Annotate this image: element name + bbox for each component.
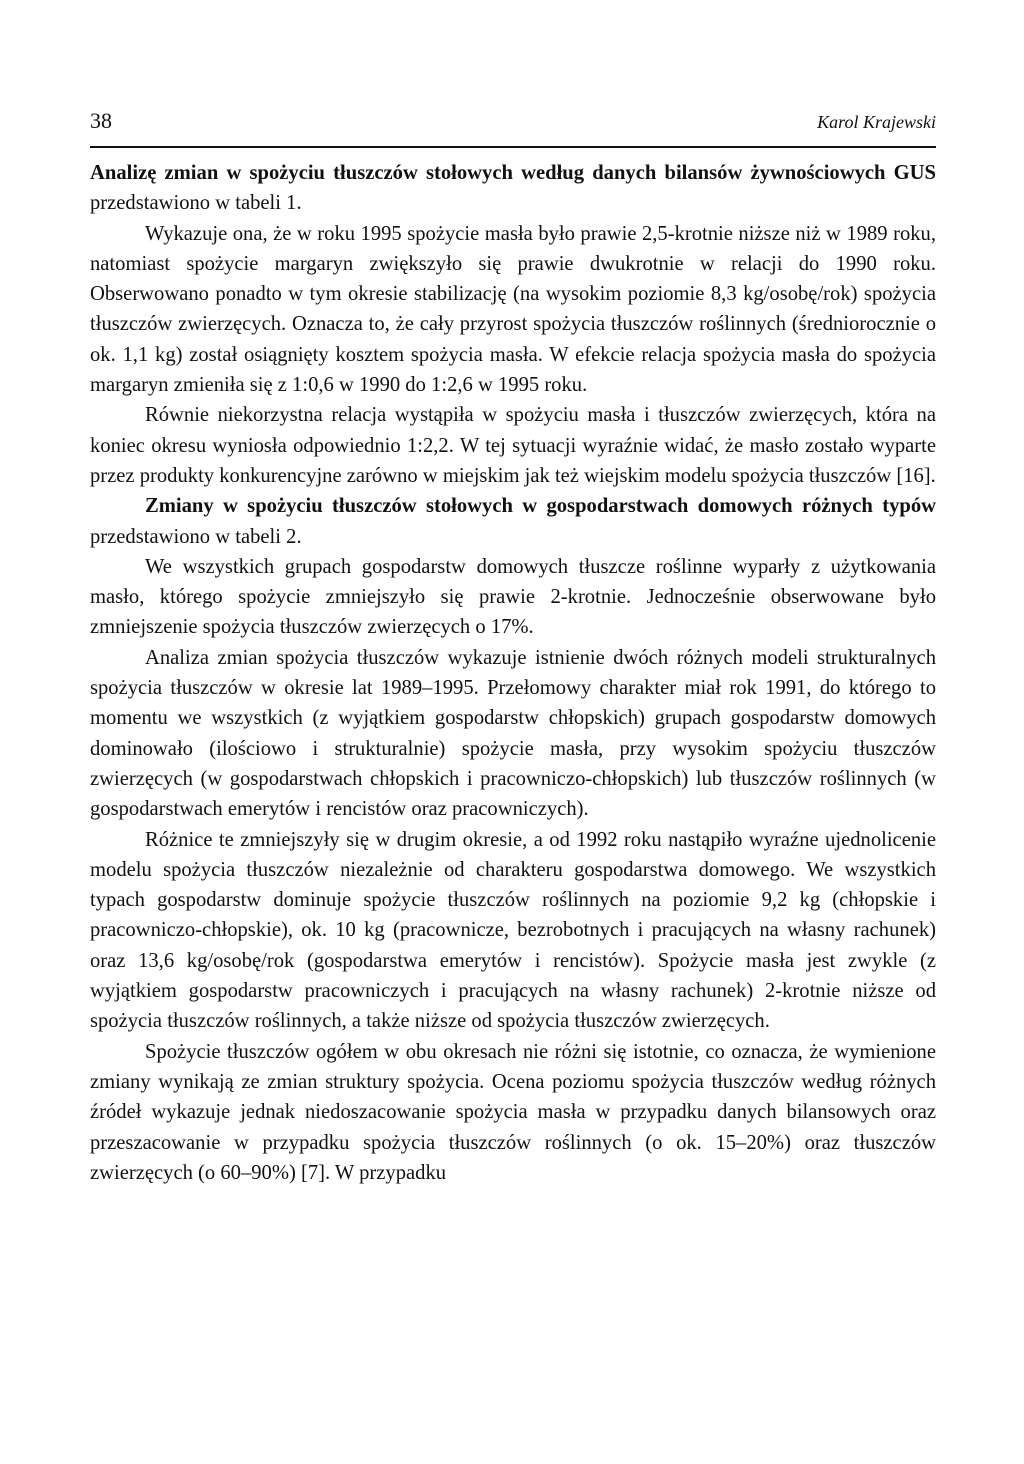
paragraph-7: Różnice te zmniejszyły się w drugim okresie, a od 1992 roku nastąpiło wyraźne ujednolicenie modelu spożycia tłuszczów niezależnie od charakteru gospodarstwa domowego. We wszystkich typach gospodarstw dominuje spożycie tłuszczów roślinnych na poziomie 9,2 kg (chłopskie i pracowniczo-chłopskie), ok. 10 kg (pracownicze, bezrobotnych i pracujących na własny rachunek) oraz 13,6 kg/osobę/rok (gospodarstwa emerytów i rencistów). Spożycie masła jest zwykle (z wyjątkiem gospodarstw pracowniczych i pracujących na własny rachunek) 2-krotnie niższe od spożycia tłuszczów roślinnych, a także niższe od spożycia tłuszczów zwierzęcych. [90, 828, 936, 1033]
paragraph-5: We wszystkich grupach gospodarstw domowych tłuszcze roślinne wyparły z użytkowania masło, którego spożycie zmniejszyło się prawie 2-krotnie. Jednocześnie obserwowane było zmniejszenie spożycia tłuszczów zwierzęcych o 17%. [90, 555, 936, 639]
paragraph-4: Zmiany w spożyciu tłuszczów stołowych w gospodarstwach domowych różnych typów przedstawiono w tabeli 2. [90, 495, 936, 548]
paragraph-2: Wykazuje ona, że w roku 1995 spożycie masła było prawie 2,5-krotnie niższe niż w 1989 roku, natomiast spożycie margaryn zwiększyło się prawie dwukrotnie w relacji do 1990 roku. Obserwowano ponadto w tym okresie stabilizację (na wysokim poziomie 8,3 kg/osobę/rok) spożycia tłuszczów zwierzęcych. Oznacza to, że cały przyrost spożycia tłuszczów roślinnych (średniorocznie o ok. 1,1 kg) został osiągnięty kosztem spożycia masła. W efekcie relacja spożycia masła do spożycia margaryn zmieniła się z 1:0,6 w 1990 do 1:2,6 w 1995 roku. [90, 222, 936, 397]
bold-lead: Zmiany w spożyciu tłuszczów stołowych w gospodarstwach domowych różnych typów [145, 495, 936, 518]
running-header [90, 102, 936, 148]
paragraph-1: Analizę zmian w spożyciu tłuszczów stołowych według danych bilansów żywnościowych GUS przedstawiono w tabeli 1. [90, 162, 936, 215]
paragraph-3: Równie niekorzystna relacja wystąpiła w spożyciu masła i tłuszczów zwierzęcych, która na koniec okresu wyniosła odpowiednio 1:2,2. W tej sytuacji wyraźnie widać, że masło zostało wyparte przez produkty konkurencyjne zarówno w miejskim jak też wiejskim modelu spożycia tłuszczów [16]. [90, 404, 936, 487]
bold-lead: Analizę zmian w spożyciu tłuszczów stołowych według danych bilansów żywnościowych GUS [90, 162, 936, 184]
paragraph-8: Spożycie tłuszczów ogółem w obu okresach nie różni się istotnie, co oznacza, że wymienione zmiany wynikają ze zmian struktury spożycia. Ocena poziomu spożycia tłuszczów według różnych źródeł wykazuje jednak niedoszacowanie spożycia masła w przypadku danych bilansowych oraz przeszacowanie w przypadku spożycia tłuszczów roślinnych (o ok. 15–20%) oraz tłuszczów zwierzęcych (o 60–90%) [7]. W przypadku [90, 1040, 936, 1184]
page-number: 38 [90, 108, 112, 133]
body-text [90, 158, 936, 1188]
running-author: Karol Krajewski [817, 112, 936, 132]
paragraph-6: Analiza zmian spożycia tłuszczów wykazuje istnienie dwóch różnych modeli strukturalnych spożycia tłuszczów w okresie lat 1989–1995. Przełomowy charakter miał rok 1991, do którego to momentu we wszystkich (z wyjątkiem gospodarstw chłopskich) grupach gospodarstw domowych dominowało (ilościowo i strukturalnie) spożycie masła, przy wysokim spożyciu tłuszczów zwierzęcych (w gospodarstwach chłopskich i pracowniczo-chłopskich) lub tłuszczów roślinnych (w gospodarstwach emerytów i rencistów oraz pracowniczych). [90, 646, 936, 821]
